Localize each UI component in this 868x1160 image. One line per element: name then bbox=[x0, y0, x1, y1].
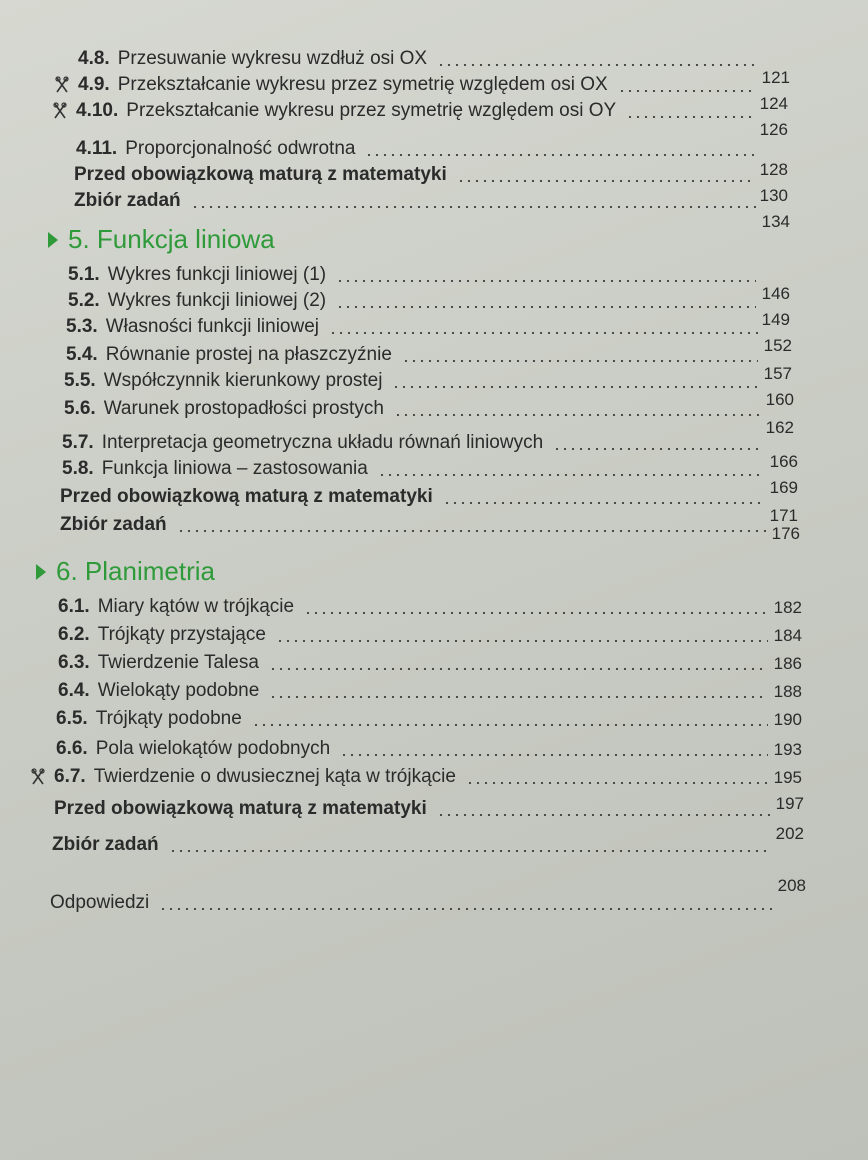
entry-title: Współczynnik kierunkowy prostej bbox=[103, 370, 383, 391]
dot-leader bbox=[159, 908, 771, 910]
chapter-title: 6. Planimetria bbox=[56, 556, 215, 586]
entry-page: 130 bbox=[759, 186, 788, 205]
entry-page: 134 bbox=[761, 212, 790, 231]
toc-entry-6-zbior bbox=[52, 824, 804, 856]
entry-title: Wykres funkcji liniowej (1) bbox=[107, 264, 327, 285]
dot-leader bbox=[378, 474, 764, 476]
dot-leader bbox=[269, 696, 767, 698]
dot-leader bbox=[177, 530, 766, 532]
entry-page: 146 bbox=[761, 284, 790, 303]
entry-number: 6.1. bbox=[58, 596, 90, 617]
entry-page: 195 bbox=[773, 768, 802, 787]
dot-leader bbox=[618, 90, 754, 92]
entry-page: 157 bbox=[763, 364, 792, 383]
toc-entry-4-10 bbox=[76, 98, 788, 139]
entry-number: 5.1. bbox=[68, 264, 100, 285]
entry-page: 160 bbox=[765, 390, 794, 409]
entry-page: 190 bbox=[773, 710, 802, 729]
entry-title: Twierdzenie Talesa bbox=[97, 652, 259, 673]
entry-number: 6.7. bbox=[54, 766, 86, 787]
entry-page: 166 bbox=[769, 452, 798, 471]
dot-leader bbox=[392, 386, 759, 388]
entry-title: Trójkąty podobne bbox=[95, 708, 242, 729]
entry-title: Proporcjonalność odwrotna bbox=[125, 138, 356, 159]
entry-title: Zbiór zadań bbox=[52, 834, 159, 855]
toc-entry-6-4 bbox=[58, 678, 802, 702]
toc-entry-6-5 bbox=[56, 706, 802, 730]
entry-title: Przed obowiązkową maturą z matematyki bbox=[60, 486, 433, 507]
toc-entry-6-7 bbox=[54, 764, 802, 788]
entry-number: 6.6. bbox=[56, 738, 88, 759]
dot-leader bbox=[304, 612, 768, 614]
dot-leader bbox=[191, 206, 756, 208]
chapter-heading-6 bbox=[36, 556, 215, 587]
entry-title: Wykres funkcji liniowej (2) bbox=[107, 290, 327, 311]
entry-page: 162 bbox=[765, 418, 794, 437]
entry-page: 208 bbox=[777, 876, 806, 895]
toc-entry-6-2 bbox=[58, 622, 802, 646]
entry-page: 124 bbox=[759, 94, 788, 113]
scissors-compass-icon bbox=[30, 768, 46, 786]
entry-title: Wielokąty podobne bbox=[97, 680, 260, 701]
entry-number: 5.8. bbox=[62, 458, 94, 479]
chapter-title: 5. Funkcja liniowa bbox=[68, 224, 275, 254]
entry-number: 4.11. bbox=[76, 138, 118, 159]
entry-page: 182 bbox=[773, 598, 802, 617]
entry-title: Twierdzenie o dwusiecznej kąta w trójkącie bbox=[93, 766, 456, 787]
entry-number: 5.6. bbox=[64, 398, 96, 419]
entry-title: Własności funkcji liniowej bbox=[105, 316, 319, 337]
entry-title: Przed obowiązkową maturą z matematyki bbox=[74, 164, 447, 185]
entry-title: Równanie prostej na płaszczyźnie bbox=[105, 344, 392, 365]
dot-leader bbox=[169, 850, 770, 852]
entry-page: 186 bbox=[773, 654, 802, 673]
dot-leader bbox=[466, 782, 768, 784]
entry-page: 126 bbox=[759, 120, 788, 139]
dot-leader bbox=[336, 306, 756, 308]
dot-leader bbox=[443, 502, 764, 504]
scissors-compass-icon bbox=[52, 102, 68, 120]
entry-number: 4.9. bbox=[78, 74, 110, 95]
entry-title: Warunek prostopadłości prostych bbox=[103, 398, 384, 419]
entry-title: Przesuwanie wykresu wzdłuż osi OX bbox=[117, 48, 428, 69]
entry-page: 193 bbox=[773, 740, 802, 759]
toc-entry-5-6 bbox=[64, 396, 794, 437]
entry-number: 4.8. bbox=[78, 48, 110, 69]
entry-number: 5.2. bbox=[68, 290, 100, 311]
dot-leader bbox=[252, 724, 768, 726]
entry-number: 4.10. bbox=[76, 100, 119, 121]
dot-leader bbox=[437, 64, 756, 66]
dot-leader bbox=[402, 360, 758, 362]
dot-leader bbox=[626, 116, 753, 118]
dot-leader bbox=[269, 668, 768, 670]
play-triangle-icon bbox=[48, 232, 58, 248]
entry-page: 121 bbox=[761, 68, 790, 87]
entry-page: 188 bbox=[773, 682, 802, 701]
entry-title: Pola wielokątów podobnych bbox=[95, 738, 331, 759]
entry-page: 176 bbox=[771, 524, 800, 543]
dot-leader bbox=[437, 814, 770, 816]
entry-page: 197 bbox=[775, 794, 804, 813]
dot-leader bbox=[457, 180, 754, 182]
entry-title: Odpowiedzi bbox=[50, 892, 150, 913]
entry-page: 171 bbox=[769, 506, 798, 525]
entry-title: Funkcja liniowa – zastosowania bbox=[101, 458, 368, 479]
chapter-heading-5 bbox=[48, 224, 275, 255]
entry-title: Zbiór zadań bbox=[74, 190, 181, 211]
entry-title: Interpretacja geometryczna układu równań liniowych bbox=[101, 432, 544, 453]
scissors-compass-icon bbox=[54, 76, 70, 94]
entry-title: Miary kątów w trójkącie bbox=[97, 596, 295, 617]
dot-leader bbox=[365, 154, 753, 156]
dot-leader bbox=[553, 448, 763, 450]
entry-page: 128 bbox=[759, 160, 788, 179]
entry-page: 169 bbox=[769, 478, 798, 497]
toc-entry-answers bbox=[50, 876, 806, 914]
play-triangle-icon bbox=[36, 564, 46, 580]
entry-number: 6.2. bbox=[58, 624, 90, 645]
dot-leader bbox=[329, 332, 758, 334]
entry-number: 5.4. bbox=[66, 344, 98, 365]
entry-number: 6.5. bbox=[56, 708, 88, 729]
entry-page: 149 bbox=[761, 310, 790, 329]
toc-entry-6-1 bbox=[58, 594, 802, 618]
toc-entry-5-zbior bbox=[60, 512, 800, 543]
entry-number: 5.3. bbox=[66, 316, 98, 337]
entry-page: 152 bbox=[763, 336, 792, 355]
entry-number: 5.5. bbox=[64, 370, 96, 391]
entry-page: 184 bbox=[773, 626, 802, 645]
toc-entry-6-6 bbox=[56, 736, 802, 760]
toc-entry-4-zbior bbox=[74, 188, 790, 231]
entry-page: 202 bbox=[775, 824, 804, 843]
entry-number: 6.4. bbox=[58, 680, 90, 701]
entry-title: Przekształcanie wykresu przez symetrię względem osi OX bbox=[117, 74, 608, 95]
toc-entry-6-3 bbox=[58, 650, 802, 674]
entry-number: 5.7. bbox=[62, 432, 94, 453]
dot-leader bbox=[336, 280, 756, 282]
dot-leader bbox=[276, 640, 768, 642]
toc-entry-6-matura bbox=[54, 796, 804, 820]
entry-number: 6.3. bbox=[58, 652, 90, 673]
entry-title: Zbiór zadań bbox=[60, 514, 167, 535]
entry-title: Trójkąty przystające bbox=[97, 624, 266, 645]
dot-leader bbox=[394, 414, 760, 416]
entry-title: Przekształcanie wykresu przez symetrię względem osi OY bbox=[126, 100, 617, 121]
entry-title: Przed obowiązkową maturą z matematyki bbox=[54, 798, 427, 819]
dot-leader bbox=[340, 754, 767, 756]
